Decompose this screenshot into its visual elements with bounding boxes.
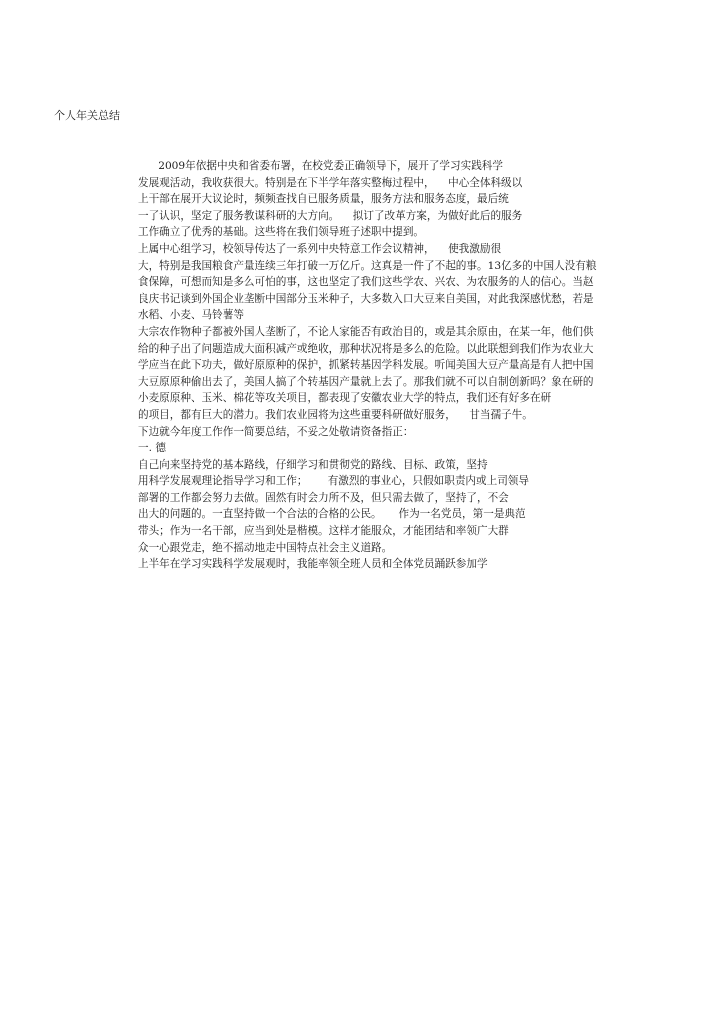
body-line: 学应当在此下功夫，做好原原种的保护，抓紧转基因学科发展。听闻美国大豆产量高是有人把中国 — [138, 359, 594, 372]
body-line: 2009年依据中央和省委布署，在校党委正确领导下，展开了学习实践科学 — [138, 160, 503, 172]
body-line: 部署的工作都会努力去做。固然有时会力所不及，但只需去做了，坚持了，不会 — [138, 491, 509, 504]
body-line: 出大的问题的。一直坚持做一个合法的合格的公民。 作为一名党员，第一是典范 — [138, 508, 526, 521]
section-heading: 一. 德 — [138, 442, 166, 455]
body-line: 给的种子出了问题造成大面积减产或绝收，那种状况将是多么的危险。以此联想到我们作为农业大 — [138, 342, 594, 355]
body-line: 工作确立了优秀的基础。这些将在我们领导班子述职中提到。 — [138, 226, 425, 239]
body-line: 一了认识，坚定了服务教谋科研的大方向。 拟订了改革方案，为做好此后的服务 — [138, 209, 523, 222]
document-title: 个人年关总结 — [54, 109, 120, 122]
body-line: 上半年在学习实践科学发展观时，我能率领全班人员和全体党员踊跃参加学 — [138, 558, 488, 571]
body-line: 带头；作为一名干部，应当到处是楷模。这样才能服众，才能团结和率领广大群 — [138, 525, 509, 538]
body-line: 用科学发展观理论指导学习和工作； 有激烈的事业心，只假如职责内或上司领导 — [138, 475, 529, 488]
body-line: 食保障，可想而知是多么可怕的事，这也坚定了我们这些学农、兴农、为农服务的人的信心。当赵 — [138, 276, 594, 289]
body-line: 小麦原原种、玉米、棉花等攻关项目，都表现了安徽农业大学的特点，我们还有好多在研 — [138, 392, 552, 405]
body-line: 良庆书记谈到外国企业垄断中国部分玉米种子，大多数入口大豆来自美国，对此我深感忧愁，若是 — [138, 292, 594, 305]
body-line: 的项目，都有巨大的潜力。我们农业园将为这些重要科研做好服务， 甘当孺子牛。 — [138, 408, 533, 421]
document-body — [138, 158, 608, 573]
body-line: 大，特别是我国粮食产量连续三年打破一万亿斤。这真是一件了不起的事。13亿多的中国人没有粮 — [138, 259, 597, 272]
body-line: 水稻、小麦、马铃薯等 — [138, 309, 244, 322]
body-line: 自己向来坚持党的基本路线，仔细学习和贯彻党的路线、目标、政策，坚持 — [138, 458, 488, 471]
body-line: 下边就今年度工作作一简要总结，不妥之处敬请资备指正： — [138, 425, 414, 438]
body-line: 众一心跟党走，绝不摇动地走中国特点社会主义道路。 — [138, 541, 393, 554]
body-line: 大宗农作物种子都被外国人垄断了，不论人家能否有政治目的，或是其余原由，在某一年，他们供 — [138, 325, 594, 338]
body-line: 上干部在展开大议论时，频频查找自已服务质量，服务方法和服务态度，最后统 — [138, 193, 509, 206]
body-line: 大豆原原种偷出去了，美国人搞了个转基因产量就上去了。那我们就不可以自制创新吗？象在研的 — [138, 375, 594, 388]
body-line: 发展观活动，我收获很大。特别是在下半学年落实整梅过程中， 中心全体科级以 — [138, 176, 523, 189]
body-line: 上属中心组学习，校领导传达了一系列中央特意工作会议精神， 使我激励很 — [138, 242, 502, 255]
